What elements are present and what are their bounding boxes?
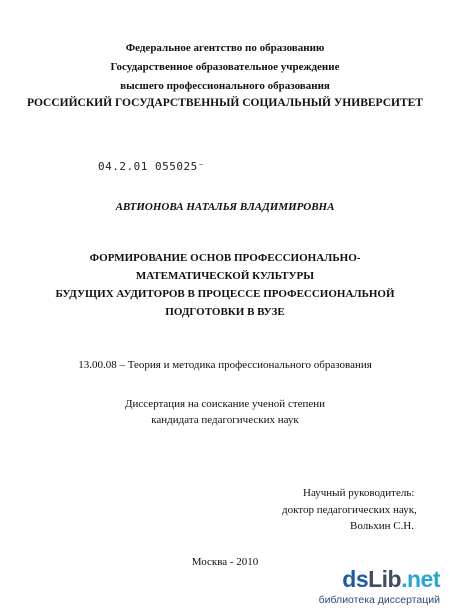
degree-line2: кандидата педагогических наук — [151, 414, 299, 426]
supervisor-label: Научный руководитель: — [303, 487, 415, 499]
author-name: АВТИОНОВА НАТАЛЬЯ ВЛАДИМИРОВНА — [115, 201, 335, 213]
watermark-logo-net: .net — [401, 566, 440, 592]
thesis-title-line3: БУДУЩИХ АУДИТОРОВ В ПРОЦЕССЕ ПРОФЕССИОНАЛЬНОЙ — [55, 288, 395, 300]
specialty-code: 13.00.08 – Теория и методика профессионального образования — [78, 359, 372, 371]
library-stamp: 04.2.01 055025⁻ — [98, 160, 205, 173]
header-education-level: высшего профессионального образования — [120, 80, 330, 92]
supervisor-title: доктор педагогических наук, — [282, 504, 417, 516]
header-agency: Федеральное агентство по образованию — [125, 42, 325, 54]
header-university: РОССИЙСКИЙ ГОСУДАРСТВЕННЫЙ СОЦИАЛЬНЫЙ УНИВЕРСИТЕТ — [27, 97, 423, 109]
dslib-watermark — [318, 566, 440, 610]
degree-line1: Диссертация на соискание ученой степени — [124, 398, 326, 410]
place-year: Москва - 2010 — [191, 556, 259, 568]
thesis-title-line2: МАТЕМАТИЧЕСКОЙ КУЛЬТУРЫ — [135, 270, 315, 282]
thesis-title-line4: ПОДГОТОВКИ В ВУЗЕ — [165, 306, 285, 318]
supervisor-name: Вольхин С.Н. — [350, 520, 415, 532]
watermark-subtitle: библиотека диссертаций — [318, 594, 440, 606]
watermark-logo-ds: ds — [342, 566, 369, 592]
watermark-logo — [342, 566, 440, 593]
watermark-logo-lib: Lib — [368, 566, 402, 592]
thesis-title-line1: ФОРМИРОВАНИЕ ОСНОВ ПРОФЕССИОНАЛЬНО- — [89, 252, 361, 264]
header-institution-type: Государственное образовательное учреждение — [110, 61, 340, 73]
